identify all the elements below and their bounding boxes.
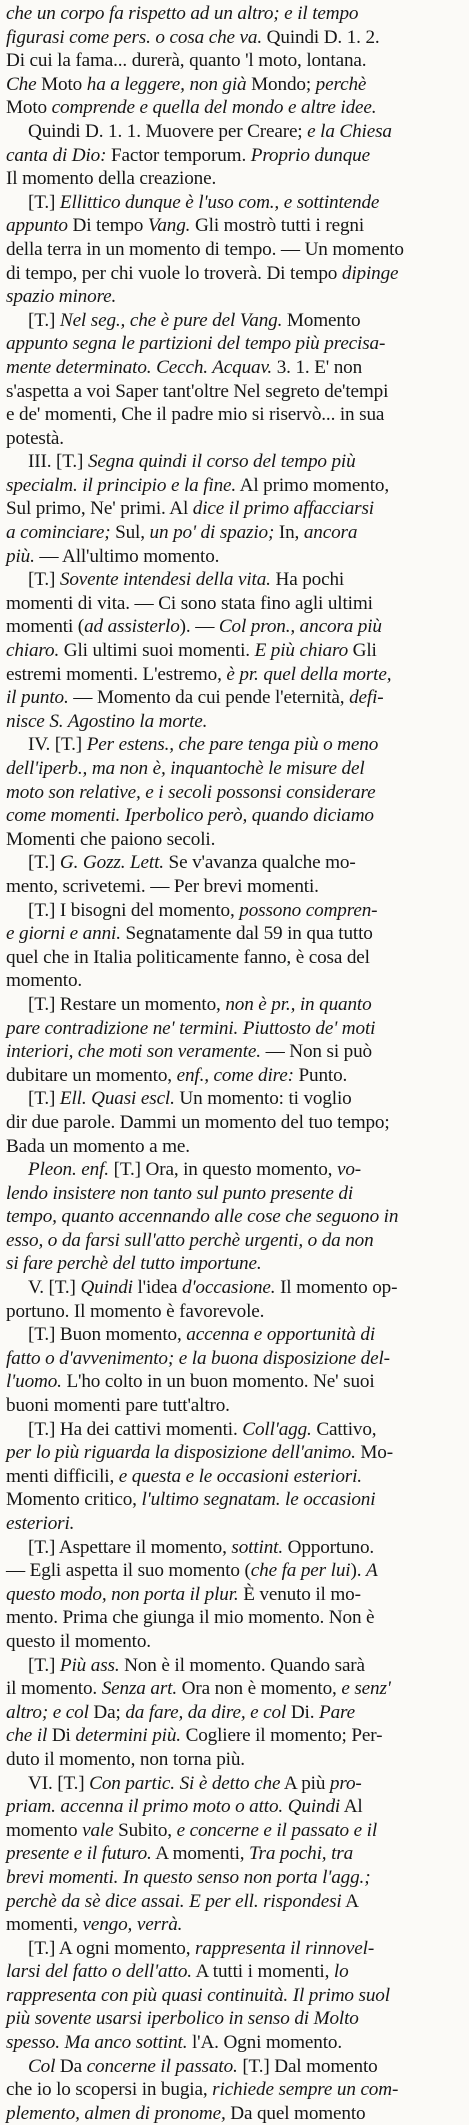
italic-run: possono compren- [239, 899, 378, 921]
roman-run: Gli [348, 640, 377, 662]
text-line [6, 851, 465, 875]
roman-run: È venuto il mo- [238, 1583, 361, 1605]
italic-run: lendo insistere non tanto sul punto presente di [6, 1182, 353, 1204]
roman-run: Di [47, 1725, 76, 1747]
italic-run: più sovente usarsi iperbolico in senso di Molto [6, 2008, 359, 2030]
text-line [6, 686, 465, 710]
roman-run: Quindi D. 1. 1. Muovere per Creare; [28, 120, 303, 142]
roman-run: duto il momento, non torna più. [6, 1748, 245, 1770]
roman-run: di tempo, per chi vuole lo troverà. Di tempo [6, 262, 342, 284]
text-line [6, 26, 465, 50]
roman-run: [T.] [28, 1654, 60, 1676]
italic-run: nisce S. Agostino la morte. [6, 710, 208, 732]
text-line [6, 663, 465, 687]
roman-run: Subito, [113, 1819, 177, 1841]
italic-run: questo modo, non porta il plur. [6, 1583, 239, 1605]
roman-run: [T.] Buon momento, [28, 1324, 187, 1346]
text-line [6, 1866, 465, 1890]
roman-run: Factor temporum. [106, 144, 247, 166]
text-line [6, 1724, 465, 1748]
roman-run: Opportuno. [282, 1536, 375, 1558]
text-line [6, 568, 465, 592]
text-line [6, 2, 465, 26]
italic-run: e la Chiesa [302, 120, 392, 142]
text-line [6, 1182, 465, 1206]
italic-run: priam. accenna il primo moto o atto. Quindi [6, 1796, 341, 1818]
italic-run: che un corpo fa rispetto ad un altro; e il tempo [6, 3, 359, 24]
roman-run: momenti, [6, 1914, 83, 1936]
roman-run: Gli mostrò tutti i regni [190, 215, 365, 237]
italic-run: presente e il futuro. [6, 1843, 152, 1865]
roman-run: menti difficili, [6, 1465, 119, 1487]
text-line [6, 1276, 465, 1300]
italic-run: Col [28, 2055, 56, 2077]
italic-run: e giorni e anni. [6, 923, 121, 945]
roman-run: ). — [179, 616, 219, 638]
roman-run: Da [55, 2055, 87, 2077]
roman-run: Sul primo, Ne' primi. Al [6, 498, 193, 520]
italic-run: moto son relative, e i secoli possonsi considerare [6, 781, 376, 803]
roman-run: portuno. Il momento è favorevole. [6, 1300, 265, 1322]
roman-run: Non è il momento. Quando sarà [119, 1654, 365, 1676]
italic-run: rappresenta il rinnovel- [195, 1937, 375, 1959]
italic-run: l'uomo. [6, 1371, 62, 1393]
italic-run: il punto. [6, 687, 69, 709]
italic-run: Ell. Quasi escl. [59, 1088, 175, 1110]
italic-run: è pr. quel della morte, [226, 663, 392, 685]
italic-run: mente determinato. Cecch. Acquav. [6, 356, 273, 378]
text-line [6, 497, 465, 521]
text-line [6, 1087, 465, 1111]
roman-run: A [341, 1890, 359, 1912]
roman-run: Cogliere il momento; Per- [180, 1725, 383, 1747]
roman-run: Al primo momento, [236, 474, 389, 496]
italic-run: e concerne e il passato e il [176, 1819, 378, 1841]
italic-run: non è pr., in quanto [225, 993, 372, 1015]
roman-run: Moto [6, 97, 47, 119]
text-line [6, 521, 465, 545]
text-line [6, 1512, 465, 1536]
roman-run: L'ho colto in un buon momento. Ne' suoi [61, 1371, 375, 1393]
roman-run: — Momento da cui pende l'eternità, [68, 687, 350, 709]
text-line [6, 1323, 465, 1347]
italic-run: pro- [329, 1772, 362, 1794]
text-line [6, 450, 465, 474]
text-line [6, 1229, 465, 1253]
text-line [6, 238, 465, 262]
italic-run: come momenti. Iperbolico però, quando diciamo [6, 805, 374, 827]
italic-run: tempo, quanto accennando alle cose che seguono in [6, 1206, 399, 1228]
roman-run: della terra in un momento di tempo. — Un momento [6, 238, 404, 260]
text-line [6, 1370, 465, 1394]
italic-run: Per estens., che pare tenga più o meno [86, 734, 379, 756]
text-line [6, 733, 465, 757]
roman-run: 3. 1. E' non [272, 356, 363, 378]
italic-run: Quindi [80, 1277, 133, 1299]
text-line [6, 828, 465, 852]
roman-run: l'A. Ogni momento. [187, 2032, 342, 2054]
text-line [6, 1111, 465, 1135]
text-line [6, 96, 465, 120]
italic-run: G. Gozz. Lett. [59, 852, 164, 874]
italic-run: d'occasione. [182, 1277, 276, 1299]
italic-run: specialm. il principio e la fine. [6, 474, 237, 496]
italic-run: vengo, verrà. [82, 1914, 183, 1936]
text-line [6, 946, 465, 970]
italic-run: defi- [349, 687, 384, 709]
roman-run: Mondo; [251, 73, 312, 95]
roman-run: [T.] [28, 1088, 60, 1110]
roman-run: — All'ultimo momento. [34, 545, 220, 567]
italic-run: ancora [303, 522, 358, 544]
roman-run: Momento [282, 309, 361, 331]
italic-run: Pleon. enf. [28, 1159, 109, 1181]
italic-run: spesso. Ma anco sottint. [6, 2032, 188, 2054]
text-line [6, 1583, 465, 1607]
italic-run: dell'iperb., ma non è, inquantochè le misure del [6, 758, 365, 779]
italic-run: accenna e opportunità di [186, 1324, 376, 1346]
italic-run: Che [6, 73, 37, 95]
text-line [6, 191, 465, 215]
italic-run: appunto segna le partizioni del tempo più precisa- [6, 333, 386, 355]
italic-run: Pare [319, 1701, 356, 1723]
text-line [6, 285, 465, 309]
text-line [6, 1913, 465, 1937]
roman-run: [T.] [28, 852, 60, 874]
italic-run: perchè da sè dice assai. E per ell. rispondesi [6, 1890, 342, 1912]
roman-run: Da; [88, 1701, 126, 1723]
italic-run: spazio minore. [6, 286, 117, 308]
text-line [6, 592, 465, 616]
roman-run: A tutti i momenti, [191, 1961, 334, 1983]
text-line [6, 993, 465, 1017]
italic-run: ha a leggere, non già [82, 73, 252, 95]
text-line [6, 1536, 465, 1560]
roman-run: Di tempo [67, 215, 148, 237]
text-line [6, 757, 465, 781]
roman-run: Da quel momento [225, 2102, 366, 2124]
text-line [6, 1630, 465, 1654]
roman-run: [T.] [28, 191, 60, 213]
italic-run: larsi del fatto o dell'atto. [6, 1961, 192, 1983]
text-line [6, 49, 465, 73]
roman-run: [T.] A ogni momento, [28, 1937, 196, 1959]
text-line [6, 899, 465, 923]
italic-run: dipinge [341, 262, 399, 284]
roman-run: [T.] I bisogni del momento, [28, 899, 240, 921]
text-line [6, 332, 465, 356]
italic-run: da fare, da dire, e col [125, 1701, 287, 1723]
italic-run: lo [333, 1961, 349, 1983]
text-line [6, 2007, 465, 2031]
italic-run: Proprio dunque [246, 144, 370, 166]
roman-run: A momenti, [151, 1843, 250, 1865]
italic-run: esteriori. [6, 1513, 75, 1534]
roman-run: dir due parole. Dammi un momento del tuo tempo; [6, 1111, 390, 1133]
text-line [6, 2102, 465, 2125]
italic-run: che fa per lui [250, 1560, 351, 1582]
italic-run: determini più. [75, 1725, 181, 1747]
roman-run: Il momento della creazione. [6, 168, 217, 190]
italic-run: un po' di spazio; [149, 522, 275, 544]
roman-run: [T.] Aspettare il momento, [28, 1536, 232, 1558]
italic-run: chiaro. [6, 640, 60, 662]
italic-run: per lo più riguarda la disposizione dell'animo. [6, 1442, 356, 1464]
roman-run: Cattivo, [311, 1418, 377, 1440]
text-line [6, 144, 465, 168]
roman-run: V. [T.] [28, 1277, 81, 1299]
roman-run: Di cui la fama... durerà, quanto 'l moto, lontana. [6, 50, 367, 72]
text-line [6, 2031, 465, 2055]
roman-run: [T.] Ha dei cattivi momenti. [28, 1418, 243, 1440]
roman-run: — Egli aspetta il suo momento ( [6, 1560, 251, 1582]
roman-run: Quindi D. 1. 2. [262, 26, 380, 48]
italic-run: interiori, che moti son veramente. [6, 1041, 261, 1063]
roman-run: Mo- [355, 1442, 393, 1464]
italic-run: e senz' [341, 1678, 391, 1700]
italic-run: Con partic. Si è detto che [89, 1772, 281, 1794]
text-line [6, 1559, 465, 1583]
text-line [6, 1394, 465, 1418]
text-line [6, 1465, 465, 1489]
roman-run: — Non si può [260, 1041, 373, 1063]
roman-run: mento. Prima che giunga il mio momento. Non è [6, 1607, 375, 1629]
roman-run: quel che in Italia politicamente fanno, è cosa del [6, 946, 370, 968]
text-line [6, 1252, 465, 1276]
roman-run: [T.] [28, 309, 60, 331]
roman-run: [T.] Dal momento [237, 2055, 378, 2077]
text-line [6, 1701, 465, 1725]
italic-run: esso, o da farsi sull'atto perchè urgenti, o da non [6, 1229, 374, 1251]
italic-run: più. [6, 545, 35, 567]
italic-run: Segna quindi il corso del tempo più [87, 451, 356, 473]
text-line [6, 262, 465, 286]
roman-run: Momento critico, [6, 1489, 142, 1511]
text-line [6, 1040, 465, 1064]
text-line [6, 1772, 465, 1796]
text-line [6, 120, 465, 144]
text-line [6, 615, 465, 639]
text-line [6, 969, 465, 993]
text-line [6, 474, 465, 498]
text-line [6, 73, 465, 97]
roman-run: dubitare un momento, [6, 1064, 177, 1086]
text-line [6, 1795, 465, 1819]
italic-run: vale [82, 1819, 114, 1841]
text-line [6, 1842, 465, 1866]
text-line [6, 804, 465, 828]
italic-run: Più ass. [59, 1654, 120, 1676]
roman-run: buoni momenti pare tutt'altro. [6, 1395, 230, 1417]
roman-run: s'aspetta a voi Saper tant'oltre Nel segreto de'tempi [6, 380, 389, 402]
italic-run: e questa e le occasioni esteriori. [118, 1465, 362, 1487]
roman-run: VI. [T.] [28, 1772, 90, 1794]
italic-run: sottint. [231, 1536, 283, 1558]
italic-run: ad assisterlo [84, 616, 180, 638]
roman-run: A più [280, 1772, 330, 1794]
italic-run: Tra pochi, tra [249, 1843, 354, 1865]
roman-run: Al [340, 1796, 363, 1818]
text-line [6, 1819, 465, 1843]
italic-run: appunto [6, 215, 68, 237]
italic-run: comprende e quella del mondo e altre idee. [46, 97, 377, 119]
italic-run: si fare perchè del tutto importune. [6, 1253, 262, 1275]
roman-run: In, [274, 522, 304, 544]
italic-run: perchè [311, 73, 367, 95]
text-line [6, 356, 465, 380]
roman-run: Un momento: ti voglio [174, 1088, 352, 1110]
roman-run: mento, scrivetemi. — Per brevi momenti. [6, 875, 319, 897]
roman-run: momento. [6, 970, 83, 992]
text-line [6, 1984, 465, 2008]
italic-run: Vang. [147, 215, 191, 237]
italic-run: dice il primo affacciarsi [192, 498, 374, 520]
roman-run: Ha pochi [270, 569, 345, 591]
italic-run: Nel seg., che è pure del Vang. [59, 309, 283, 331]
roman-run: [T.] [28, 569, 60, 591]
roman-run: Di. [286, 1701, 320, 1723]
italic-run: a cominciare; [6, 522, 111, 544]
text-line [6, 2078, 465, 2102]
roman-run: potestà. [6, 427, 64, 449]
roman-run: IV. [T.] [28, 734, 87, 756]
roman-run: momenti ( [6, 616, 85, 638]
roman-run: questo il momento. [6, 1630, 151, 1652]
italic-run: altro; e col [6, 1701, 89, 1723]
italic-run: E più chiaro [254, 640, 349, 662]
text-line [6, 1158, 465, 1182]
text-line [6, 380, 465, 404]
roman-run: Moto [36, 73, 83, 95]
text-line [6, 922, 465, 946]
italic-run: enf., come dire: [176, 1064, 294, 1086]
italic-run: fatto o d'avvenimento; e la buona disposizione del- [6, 1347, 390, 1369]
text-line [6, 545, 465, 569]
italic-run: plemento, almen di pronome, [6, 2102, 226, 2124]
text-line [6, 2055, 465, 2079]
roman-run: [T.] Restare un momento, [28, 993, 226, 1015]
italic-run: Ellittico dunque è l'uso com., e sottintende [59, 191, 380, 213]
roman-run: che io lo scopersi in bugia, [6, 2079, 213, 2101]
roman-run: momento [6, 1819, 83, 1841]
italic-run: brevi momenti. In questo senso non porta l'agg.; [6, 1866, 371, 1888]
text-line [6, 427, 465, 451]
roman-run: Momenti che paiono secoli. [6, 828, 216, 850]
italic-run: pare contradizione ne' termini. Piuttosto de' moti [6, 1017, 376, 1039]
roman-run: Bada un momento a me. [6, 1135, 190, 1157]
roman-run: Il momento op- [275, 1277, 398, 1299]
text-line [6, 309, 465, 333]
text-line [6, 1017, 465, 1041]
roman-run: Gli ultimi suoi momenti. [59, 640, 255, 662]
italic-run: richiede sempre un com- [212, 2079, 399, 2101]
italic-run: Senza art. [101, 1678, 177, 1700]
text-line [6, 781, 465, 805]
text-line [6, 167, 465, 191]
roman-run: [T.] Ora, in questo momento, [108, 1159, 337, 1181]
text-line [6, 875, 465, 899]
italic-run: Coll'agg. [242, 1418, 312, 1440]
roman-run: il momento. [6, 1678, 102, 1700]
text-line [6, 1748, 465, 1772]
text-line [6, 1300, 465, 1324]
roman-run: Sul, [110, 522, 150, 544]
italic-run: rappresenta con più quasi continuità. Il primo suol [6, 1984, 390, 2006]
italic-run: Sovente intendesi della vita. [59, 569, 271, 591]
text-line [6, 1418, 465, 1442]
text-line [6, 710, 465, 734]
text-line [6, 1135, 465, 1159]
text-line [6, 1960, 465, 1984]
italic-run: che il [6, 1725, 48, 1747]
text-line [6, 1441, 465, 1465]
italic-run: l'ultimo segnatam. le occasioni [141, 1489, 376, 1511]
italic-run: canta di Dio: [6, 144, 107, 166]
text-line [6, 1890, 465, 1914]
italic-run: figurasi come pers. o cosa che va. [6, 26, 263, 48]
text-line [6, 1937, 465, 1961]
italic-run: Col pron., ancora più [218, 616, 382, 638]
roman-run: ). [350, 1560, 366, 1582]
text-line [6, 214, 465, 238]
roman-run: momenti di vita. — Ci sono stata fino agli ultimi [6, 592, 373, 614]
roman-run: Punto. [293, 1064, 348, 1086]
roman-run: Ora non è momento, [177, 1678, 342, 1700]
text-line [6, 1064, 465, 1088]
roman-run: l'idea [132, 1277, 182, 1299]
text-line [6, 1606, 465, 1630]
text-line [6, 1488, 465, 1512]
text-line [6, 639, 465, 663]
roman-run: Se v'avanza qualche mo- [163, 852, 356, 874]
text-line [6, 1205, 465, 1229]
text-line [6, 1347, 465, 1371]
text-line [6, 1677, 465, 1701]
text-line [6, 1654, 465, 1678]
italic-run: concerne il passato. [86, 2055, 238, 2077]
italic-run: A [366, 1560, 378, 1582]
roman-run: e de' momenti, Che il padre mio si riservò... in sua [6, 404, 385, 426]
text-line [6, 403, 465, 427]
roman-run: III. [T.] [28, 451, 88, 473]
roman-run: estremi momenti. L'estremo, [6, 663, 227, 685]
roman-run: Segnatamente dal 59 in qua tutto [120, 923, 373, 945]
italic-run: vo- [336, 1159, 362, 1181]
